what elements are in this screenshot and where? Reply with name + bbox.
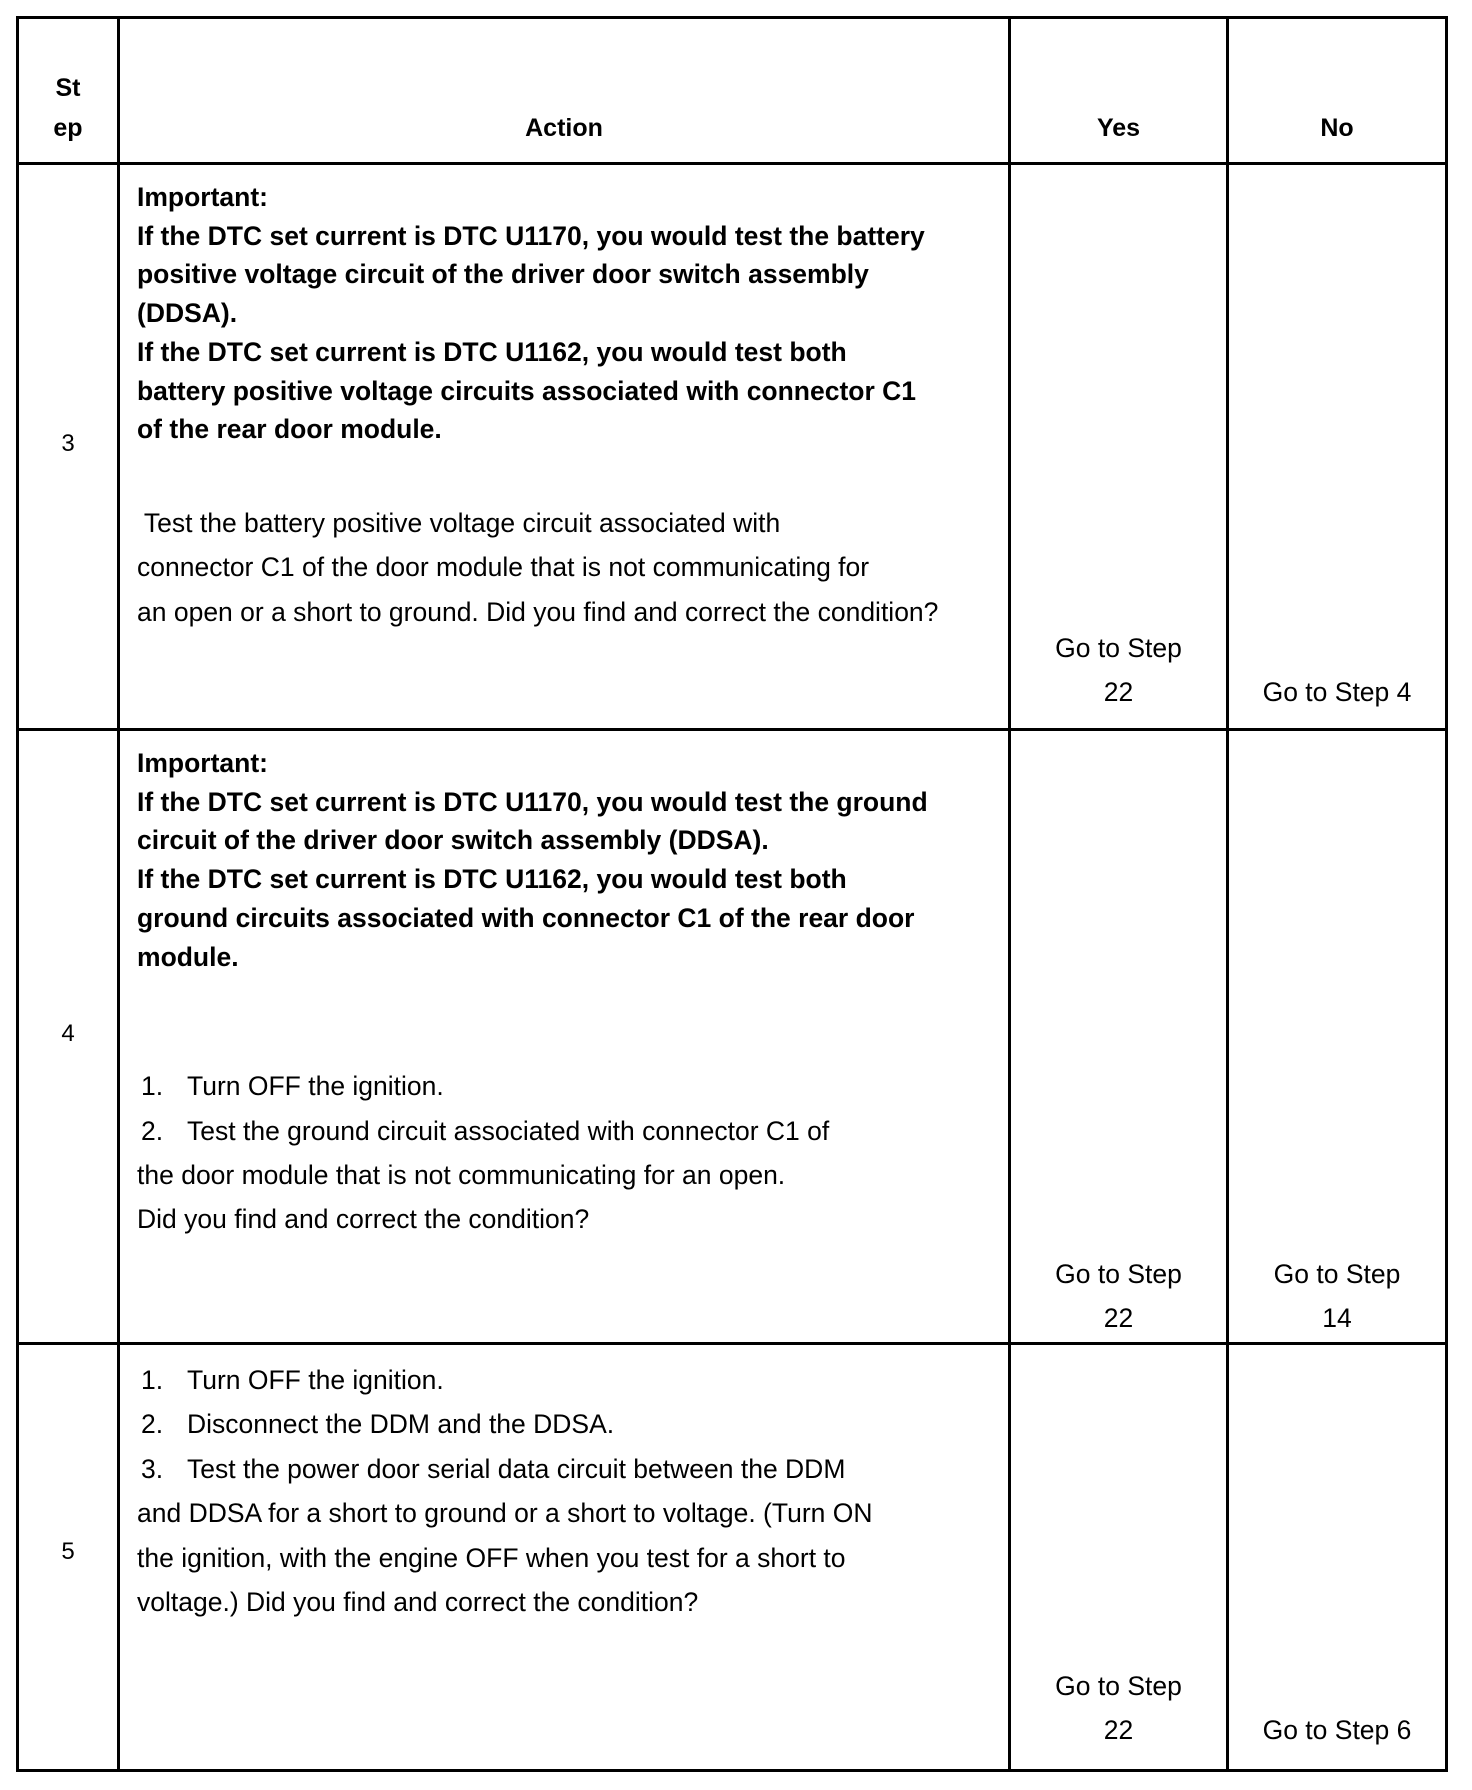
no-cell	[1229, 670, 1445, 714]
list-item	[137, 1109, 997, 1153]
action-text	[137, 178, 997, 634]
list-item	[137, 1402, 997, 1446]
yes-line: Go to Step	[1055, 1259, 1182, 1289]
list-number: 1.	[141, 1365, 164, 1395]
no-line: Go to Step	[1273, 1259, 1401, 1289]
table-border-left	[16, 16, 19, 1772]
list-item	[137, 1064, 997, 1108]
list-item	[137, 1358, 997, 1402]
important-line: ground circuits associated with connector C1 of the rear door	[137, 902, 915, 933]
body-line: the door module that is not communicating for an open.	[137, 1160, 786, 1191]
important-line: module.	[137, 941, 239, 972]
yes-line: 22	[1103, 1303, 1134, 1333]
list-text: Disconnect the DDM and the DDSA.	[187, 1409, 615, 1440]
important-note	[137, 178, 997, 449]
no-line: Go to Step 6	[1262, 1715, 1412, 1745]
header-step	[16, 68, 120, 148]
important-line: If the DTC set current is DTC U1170, you would test the ground	[137, 786, 928, 817]
important-line: Important:	[137, 182, 269, 212]
no-cell	[1229, 1708, 1445, 1752]
column-divider-yes	[1226, 16, 1229, 1772]
header-step-line2: ep	[53, 114, 83, 142]
list-number: 2.	[141, 1115, 164, 1146]
body-line: the ignition, with the engine OFF when you test for a short to	[137, 1542, 846, 1573]
body-line: an open or a short to ground. Did you find and correct the condition?	[137, 596, 939, 627]
list-item	[137, 1447, 997, 1491]
yes-line: 22	[1103, 677, 1134, 707]
table-border-bottom	[16, 1769, 1448, 1772]
yes-line: Go to Step	[1055, 633, 1182, 663]
step-number: 4	[61, 1020, 75, 1047]
list-text: Test the ground circuit associated with connector C1 of	[187, 1115, 830, 1146]
action-body	[137, 501, 997, 634]
step-number: 5	[61, 1538, 75, 1565]
table-border-right	[1445, 16, 1448, 1772]
important-line: battery positive voltage circuits associated with connector C1	[137, 375, 917, 406]
row-divider-4-5	[16, 1342, 1448, 1345]
list-text: Turn OFF the ignition.	[187, 1365, 444, 1395]
header-action: Action	[525, 114, 603, 142]
important-line: positive voltage circuit of the driver door switch assembly	[137, 259, 869, 290]
column-divider-action	[1008, 16, 1011, 1772]
action-body	[137, 1358, 997, 1624]
step-number: 3	[61, 430, 75, 457]
list-number: 3.	[141, 1453, 164, 1484]
no-line: Go to Step 4	[1262, 677, 1412, 707]
yes-line: 22	[1103, 1715, 1134, 1745]
header-yes: Yes	[1096, 114, 1141, 142]
important-line: (DDSA).	[137, 298, 238, 329]
action-text	[137, 1358, 997, 1624]
important-note	[137, 744, 997, 976]
body-line: and DDSA for a short to ground or a short to voltage. (Turn ON	[137, 1498, 873, 1529]
column-divider-step	[117, 16, 120, 1772]
important-line: If the DTC set current is DTC U1170, you would test the battery	[137, 220, 925, 251]
yes-cell	[1011, 1252, 1226, 1340]
body-line: Did you find and correct the condition?	[137, 1204, 590, 1235]
header-divider	[16, 162, 1448, 165]
yes-cell	[1011, 1664, 1226, 1752]
action-body	[137, 1064, 997, 1242]
body-line: connector C1 of the door module that is not communicating for	[137, 552, 870, 583]
list-text: Test the power door serial data circuit between the DDM	[187, 1453, 846, 1484]
header-step-line1: St	[55, 74, 81, 102]
yes-cell	[1011, 626, 1226, 714]
list-text: Turn OFF the ignition.	[187, 1071, 444, 1102]
body-line: Test the battery positive voltage circuit associated with	[137, 507, 781, 538]
list-number: 1.	[141, 1071, 164, 1102]
important-line: Important:	[137, 748, 269, 778]
body-line: voltage.) Did you find and correct the condition?	[137, 1587, 699, 1618]
important-line: If the DTC set current is DTC U1162, you would test both	[137, 864, 847, 895]
no-line: 14	[1322, 1303, 1352, 1333]
no-cell	[1229, 1252, 1445, 1340]
header-no: No	[1320, 114, 1354, 142]
row-divider-3-4	[16, 728, 1448, 731]
list-number: 2.	[141, 1409, 164, 1440]
yes-line: Go to Step	[1055, 1671, 1182, 1701]
important-line: circuit of the driver door switch assembly (DDSA).	[137, 825, 769, 856]
important-line: If the DTC set current is DTC U1162, you would test both	[137, 336, 847, 367]
diagnostic-table	[16, 16, 1448, 1772]
table-border-top	[16, 16, 1448, 19]
important-line: of the rear door module.	[137, 414, 442, 445]
action-text	[137, 744, 997, 1242]
